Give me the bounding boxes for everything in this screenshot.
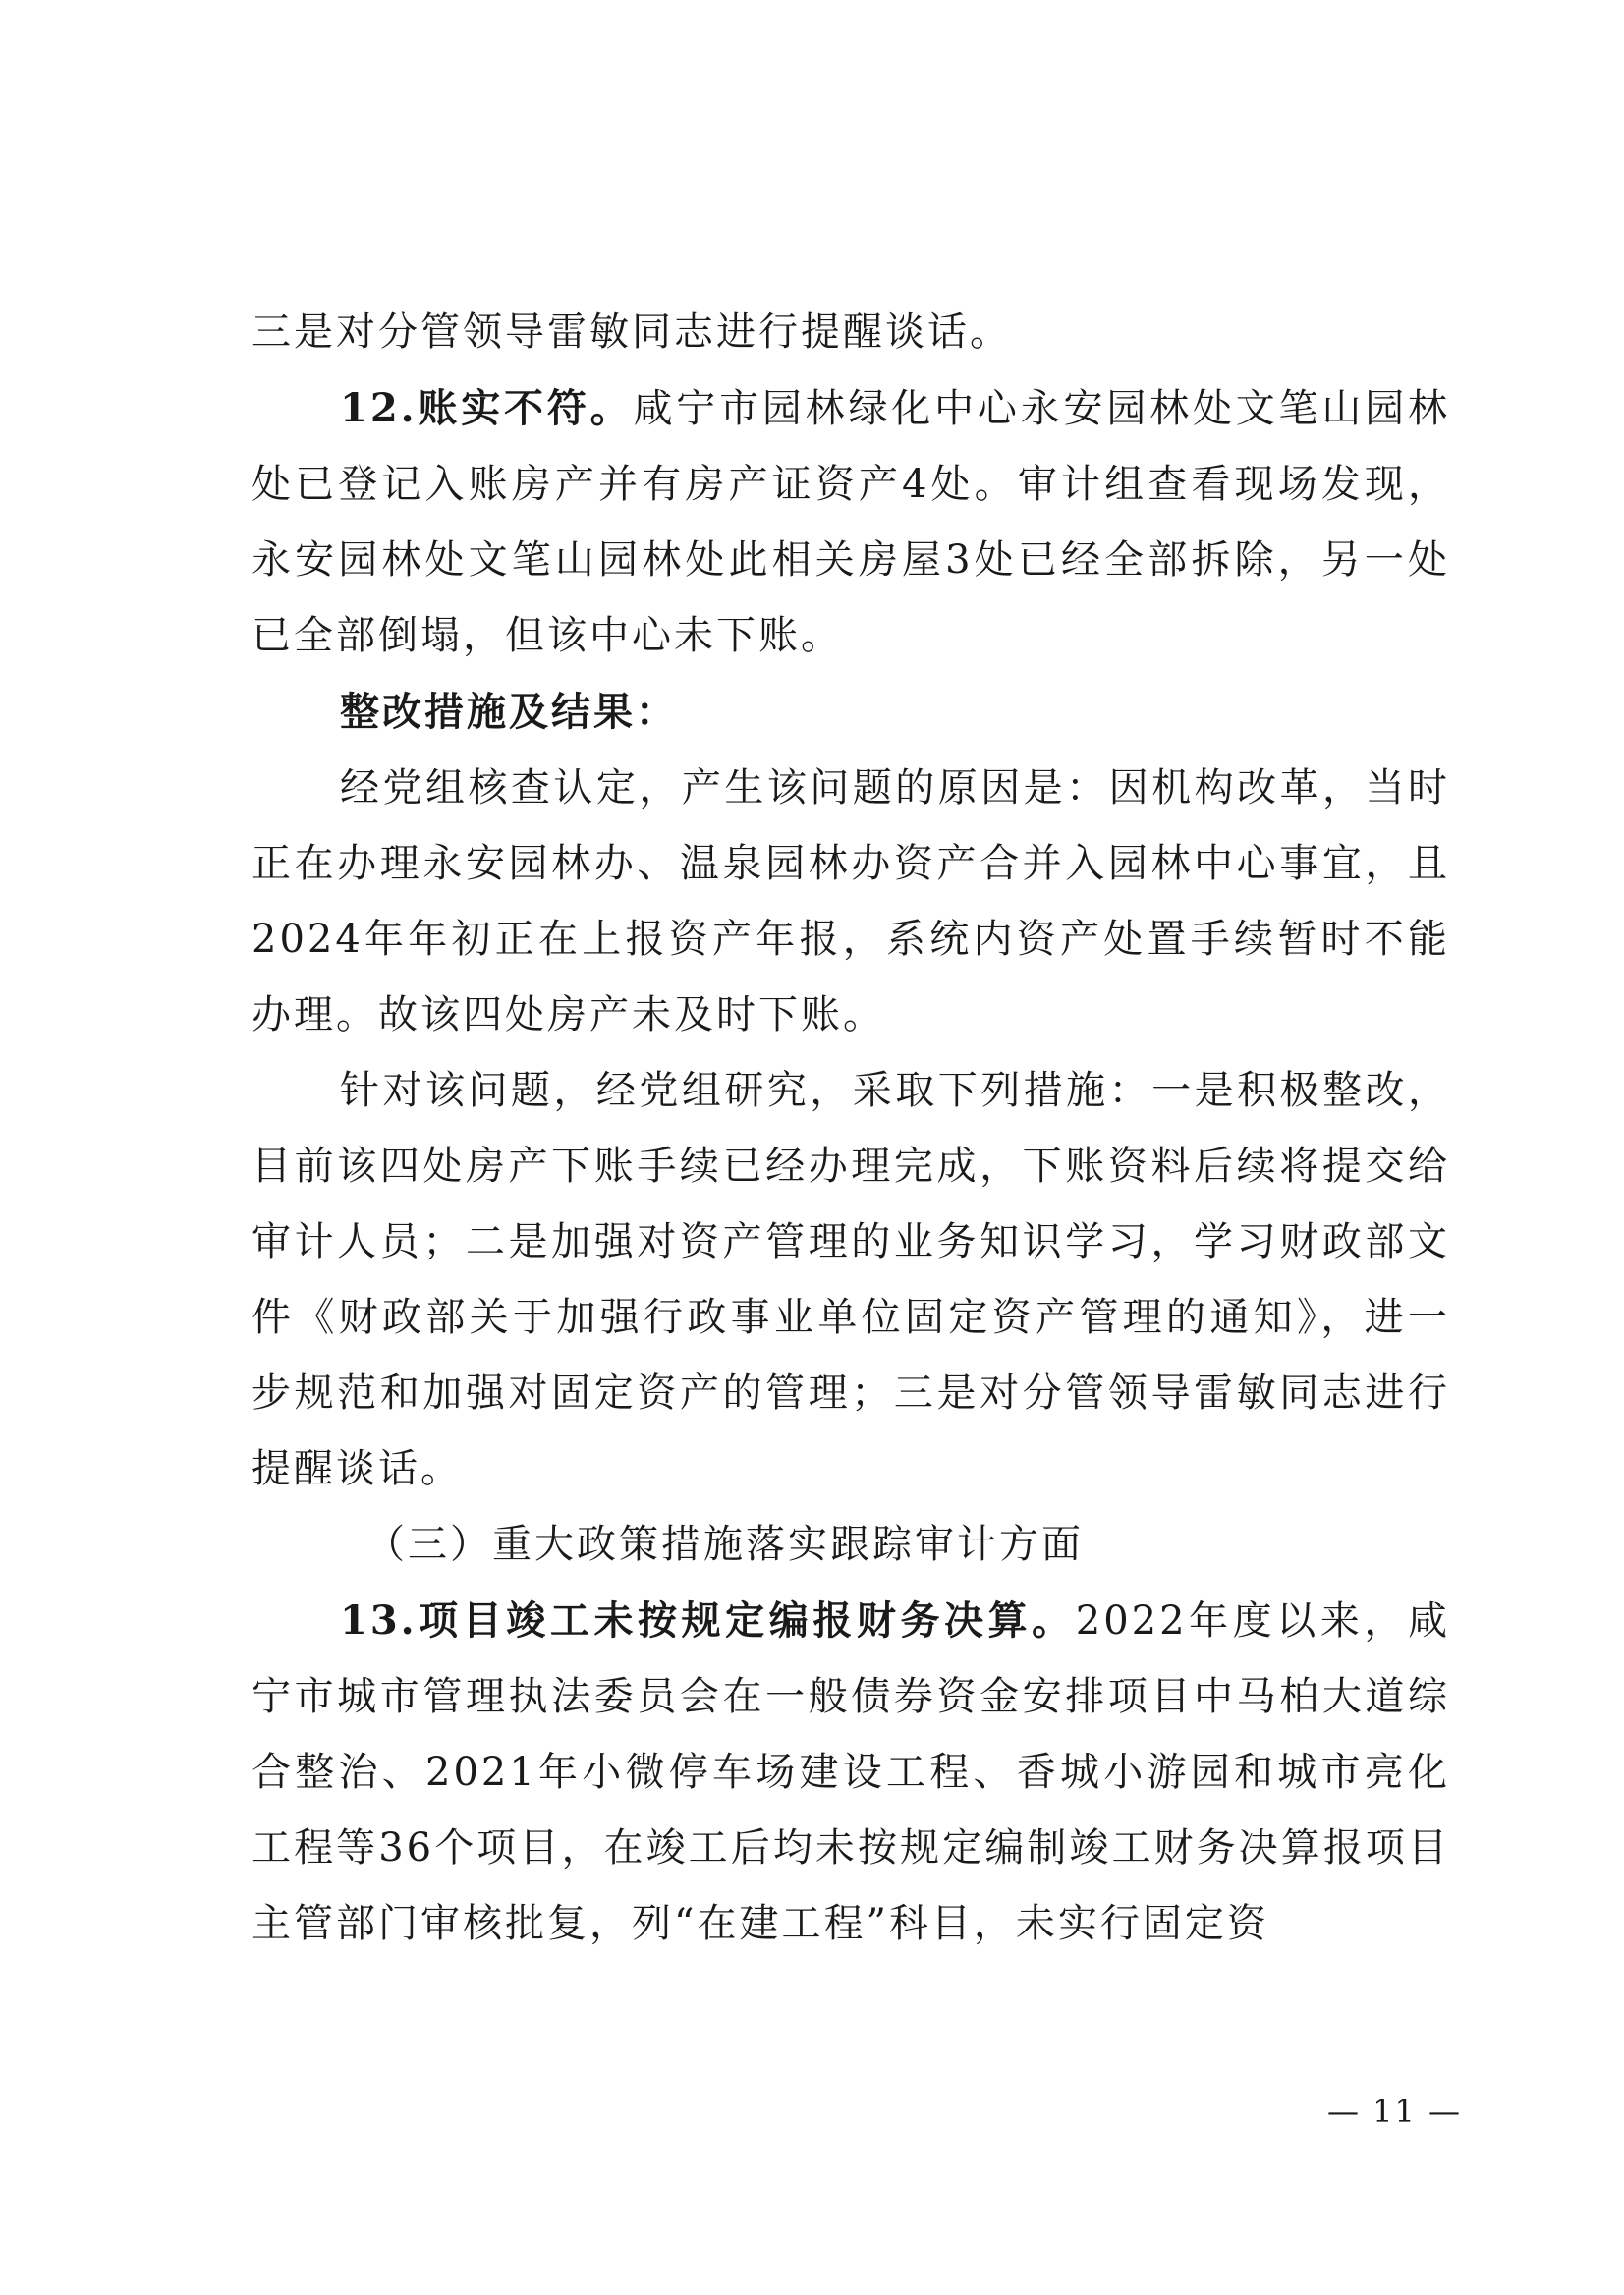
paragraph-cause-text: 经党组核查认定，产生该问题的原因是：因机构改革，当时正在办理永安园林办、温泉园林办资产合并入园林中心事宜，且2024年年初正在上报资产年报，系统内资产处置手续暂时不能办理。故该四处房产未及时下账。 (252, 765, 1450, 1037)
paragraph-measures (252, 1053, 1450, 1507)
item-12-heading: 12.账实不符。 (340, 385, 634, 431)
body-text (252, 295, 1450, 1962)
paragraph-item-13 (252, 1583, 1450, 1962)
item-12-text: 咸宁市园林绿化中心永安园林处文笔山园林处已登记入账房产并有房产证资产4处。审计组查看现场发现，永安园林处文笔山园林处此相关房屋3处已经全部拆除，另一处已全部倒塌，但该中心未下账。 (252, 386, 1451, 658)
paragraph-1-text: 三是对分管领导雷敏同志进行提醒谈话。 (252, 309, 1012, 355)
item-13-heading: 13.项目竣工未按规定编报财务决算。 (340, 1597, 1076, 1644)
section-heading-3 (252, 1507, 1450, 1583)
section-heading-3-text: （三）重大政策措施落实跟踪审计方面 (365, 1522, 1084, 1567)
paragraph-cause (252, 751, 1450, 1053)
paragraph-measures-text: 针对该问题，经党组研究，采取下列措施：一是积极整改，目前该四处房产下账手续已经办理完成，下账资料后续将提交给审计人员；二是加强对资产管理的业务知识学习，学习财政部文件《财政部关于加强行政事业单位固定资产管理的通知》，进一步规范和加强对固定资产的管理；三是对分管领导雷敏同志进行提醒谈话。 (252, 1068, 1450, 1491)
paragraph-1 (252, 295, 1450, 370)
rectification-heading-paragraph (252, 674, 1450, 751)
paragraph-item-12 (252, 370, 1450, 674)
rectification-heading: 整改措施及结果： (340, 689, 678, 735)
item-13-text: 2022年度以来，咸宁市城市管理执法委员会在一般债券资金安排项目中马柏大道综合整治、2021年小微停车场建设工程、香城小游园和城市亮化工程等36个项目，在竣工后均未按规定编制竣工财务决算报项目主管部门审核批复，列“在建工程”科目，未实行固定资 (252, 1598, 1451, 1946)
page-number: — 11 — (1326, 2093, 1462, 2130)
